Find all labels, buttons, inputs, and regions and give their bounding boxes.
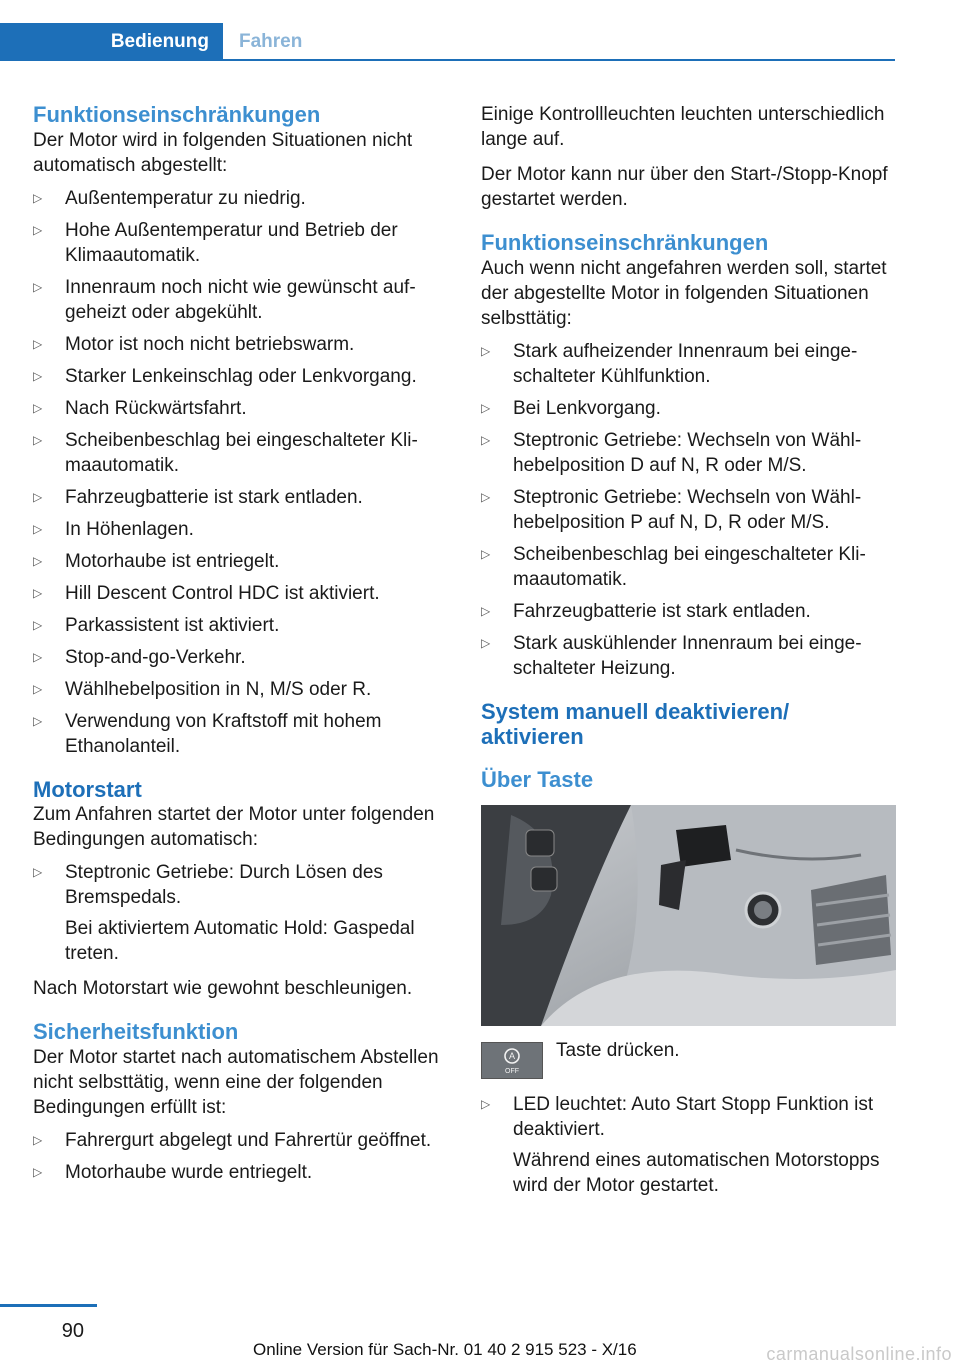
- page-footer: [0, 1304, 960, 1362]
- triangle-bullet-icon: ▷: [33, 433, 43, 447]
- list-item: [481, 1092, 896, 1198]
- list-item-text: Bei Lenkvorgang.: [513, 398, 661, 419]
- list-auto-start: [481, 339, 896, 681]
- list-item-text: Steptronic Getriebe: Wechseln von Wählhebelposition D auf N, R oder M/S.: [513, 430, 862, 476]
- list-item: [481, 396, 896, 421]
- list-item-text: Hohe Außentemperatur und Betrieb der Klimaautomatik.: [65, 220, 398, 266]
- paragraph-press-button: Taste drücken.: [556, 1040, 680, 1061]
- list-limits: [33, 186, 448, 759]
- list-item: [33, 549, 448, 574]
- section-tabbar: [0, 23, 895, 61]
- list-item-text: Stop-and-go-Verkehr.: [65, 647, 246, 668]
- list-item-text: Stark aufheizender Innenraum bei eingeschalteter Kühlfunktion.: [513, 341, 858, 387]
- triangle-bullet-icon: ▷: [33, 369, 43, 383]
- list-item: [481, 542, 896, 592]
- triangle-bullet-icon: ▷: [33, 714, 43, 728]
- watermark: carmanualsonline.info: [766, 1344, 952, 1364]
- right-column: [481, 102, 896, 1198]
- list-item: [481, 428, 896, 478]
- a-off-icon: [482, 1043, 542, 1078]
- triangle-bullet-icon: ▷: [33, 223, 43, 237]
- triangle-bullet-icon: ▷: [33, 586, 43, 600]
- triangle-bullet-icon: ▷: [481, 1097, 491, 1111]
- list-item: [33, 860, 448, 966]
- heading-sicherheitsfunktion: Sicherheitsfunktion: [33, 1019, 239, 1044]
- paragraph-lights: Einige Kontrollleuchten leuchten unterschiedlich lange auf.: [481, 104, 885, 150]
- list-item-text: Motorhaube ist entriegelt.: [65, 551, 280, 572]
- list-item: [33, 1160, 448, 1185]
- tab-fahren[interactable]: Fahren: [239, 31, 303, 52]
- tab-bedienung[interactable]: Bedienung: [0, 23, 223, 61]
- steering-column-illustration: [481, 805, 896, 1026]
- list-item: [481, 339, 896, 389]
- list-item-text: Motorhaube wurde entriegelt.: [65, 1162, 313, 1183]
- list-item-text: Fahrzeugbatterie ist stark entladen.: [513, 601, 811, 622]
- list-item: [481, 599, 896, 624]
- footer-rule: [0, 1304, 97, 1307]
- paragraph-intro-safety: Der Motor startet nach automatischem Abstellen nicht selbsttätig, wenn eine der folgenden Bedingungen erfüllt ist:: [33, 1047, 439, 1118]
- triangle-bullet-icon: ▷: [481, 604, 491, 618]
- list-item: [33, 396, 448, 421]
- auto-start-stop-button-icon: [481, 1042, 543, 1079]
- triangle-bullet-icon: ▷: [33, 522, 43, 536]
- triangle-bullet-icon: ▷: [33, 1133, 43, 1147]
- list-item: [33, 517, 448, 542]
- triangle-bullet-icon: ▷: [33, 618, 43, 632]
- list-item: [481, 631, 896, 681]
- left-column: [33, 102, 448, 1185]
- triangle-bullet-icon: ▷: [481, 490, 491, 504]
- triangle-bullet-icon: ▷: [33, 401, 43, 415]
- list-item: [481, 485, 896, 535]
- page-number: 90: [61, 1320, 84, 1342]
- heading-ueber-taste: Über Taste: [481, 767, 594, 792]
- heading-motorstart: Motorstart: [33, 777, 142, 802]
- list-item-text: Innenraum noch nicht wie gewünscht aufgeheizt oder abgekühlt.: [65, 277, 416, 323]
- list-item: [33, 218, 448, 268]
- triangle-bullet-icon: ▷: [481, 344, 491, 358]
- list-item-text: Steptronic Getriebe: Durch Lösen des Bremspedals.: [65, 862, 383, 908]
- version-note: Online Version für Sach-Nr. 01 40 2 915 523 - X/16: [253, 1340, 637, 1359]
- list-item-text: Nach Rückwärtsfahrt.: [65, 398, 247, 419]
- list-item-text: In Höhenlagen.: [65, 519, 194, 540]
- list-safety: [33, 1128, 448, 1185]
- list-item-text: Steptronic Getriebe: Wechseln von Wählhebelposition P auf N, D, R oder M/S.: [513, 487, 862, 533]
- list-item-text: Scheibenbeschlag bei eingeschalteter Klimaautomatik.: [65, 430, 418, 476]
- list-led: [481, 1092, 896, 1198]
- list-item-text: Wählhebelposition in N, M/S oder R.: [65, 679, 372, 700]
- triangle-bullet-icon: ▷: [33, 554, 43, 568]
- list-item: [33, 332, 448, 357]
- list-item: [33, 581, 448, 606]
- list-item-text: Verwendung von Kraftstoff mit hohem Ethanolanteil.: [65, 711, 382, 757]
- triangle-bullet-icon: ▷: [481, 433, 491, 447]
- heading-funktionseinschraenkungen: Funktionseinschränkungen: [33, 102, 321, 127]
- list-item: [33, 645, 448, 670]
- list-item-text: Stark auskühlender Innenraum bei eingeschalteter Heizung.: [513, 633, 862, 679]
- heading-system-manuell: System manuell deaktivieren/ aktivieren: [481, 699, 790, 749]
- list-item: [33, 186, 448, 211]
- list-item-text: Starker Lenkeinschlag oder Lenkvorgang.: [65, 366, 417, 387]
- list-item-note: Bei aktiviertem Automatic Hold: Gaspedal treten.: [65, 918, 415, 964]
- list-item: [33, 364, 448, 389]
- steering-column-photo: [481, 805, 896, 1026]
- triangle-bullet-icon: ▷: [481, 636, 491, 650]
- paragraph-start-stop-button: Der Motor kann nur über den Start-/Stopp-Knopf gestartet werden.: [481, 164, 888, 210]
- triangle-bullet-icon: ▷: [33, 650, 43, 664]
- list-item-text: Parkassistent ist aktiviert.: [65, 615, 280, 636]
- list-item: [33, 613, 448, 638]
- paragraph-intro-limits: Der Motor wird in folgenden Situationen nicht automatisch abgestellt:: [33, 130, 413, 176]
- list-item: [33, 275, 448, 325]
- list-item-text: Scheibenbeschlag bei eingeschalteter Klimaautomatik.: [513, 544, 866, 590]
- list-item-text: LED leuchtet: Auto Start Stopp Funktion ist deaktiviert.: [513, 1094, 874, 1140]
- heading-funktionseinschraenkungen-2: Funktionseinschränkungen: [481, 230, 769, 255]
- list-item: [33, 677, 448, 702]
- list-item-note: Während eines automatischen Motorstopps wird der Motor gestartet.: [513, 1150, 880, 1196]
- tabbar-rule: [0, 59, 895, 61]
- list-item: [33, 709, 448, 759]
- paragraph-intro-motorstart: Zum Anfahren startet der Motor unter folgenden Bedingungen automatisch:: [33, 804, 435, 850]
- list-item-text: Fahrergurt abgelegt und Fahrertür geöffnet.: [65, 1130, 432, 1151]
- list-item: [33, 485, 448, 510]
- paragraph-intro-auto-start: Auch wenn nicht angefahren werden soll, startet der abgestellte Motor in folgenden Situationen selbsttätig:: [481, 258, 887, 329]
- triangle-bullet-icon: ▷: [33, 191, 43, 205]
- triangle-bullet-icon: ▷: [33, 682, 43, 696]
- list-item-text: Fahrzeugbatterie ist stark entladen.: [65, 487, 363, 508]
- paragraph-after-start: Nach Motorstart wie gewohnt beschleunigen.: [33, 978, 413, 999]
- svg-text:OFF: OFF: [505, 1068, 519, 1075]
- svg-text:A: A: [508, 1051, 516, 1061]
- triangle-bullet-icon: ▷: [33, 865, 43, 879]
- triangle-bullet-icon: ▷: [481, 401, 491, 415]
- list-motorstart: [33, 860, 448, 966]
- list-item: [33, 428, 448, 478]
- list-item-text: Motor ist noch nicht betriebswarm.: [65, 334, 355, 355]
- button-instruction-row: [481, 1038, 896, 1084]
- list-item-text: Außentemperatur zu niedrig.: [65, 188, 306, 209]
- triangle-bullet-icon: ▷: [33, 280, 43, 294]
- list-item: [33, 1128, 448, 1153]
- triangle-bullet-icon: ▷: [33, 490, 43, 504]
- triangle-bullet-icon: ▷: [481, 547, 491, 561]
- list-item-text: Hill Descent Control HDC ist aktiviert.: [65, 583, 380, 604]
- triangle-bullet-icon: ▷: [33, 337, 43, 351]
- triangle-bullet-icon: ▷: [33, 1165, 43, 1179]
